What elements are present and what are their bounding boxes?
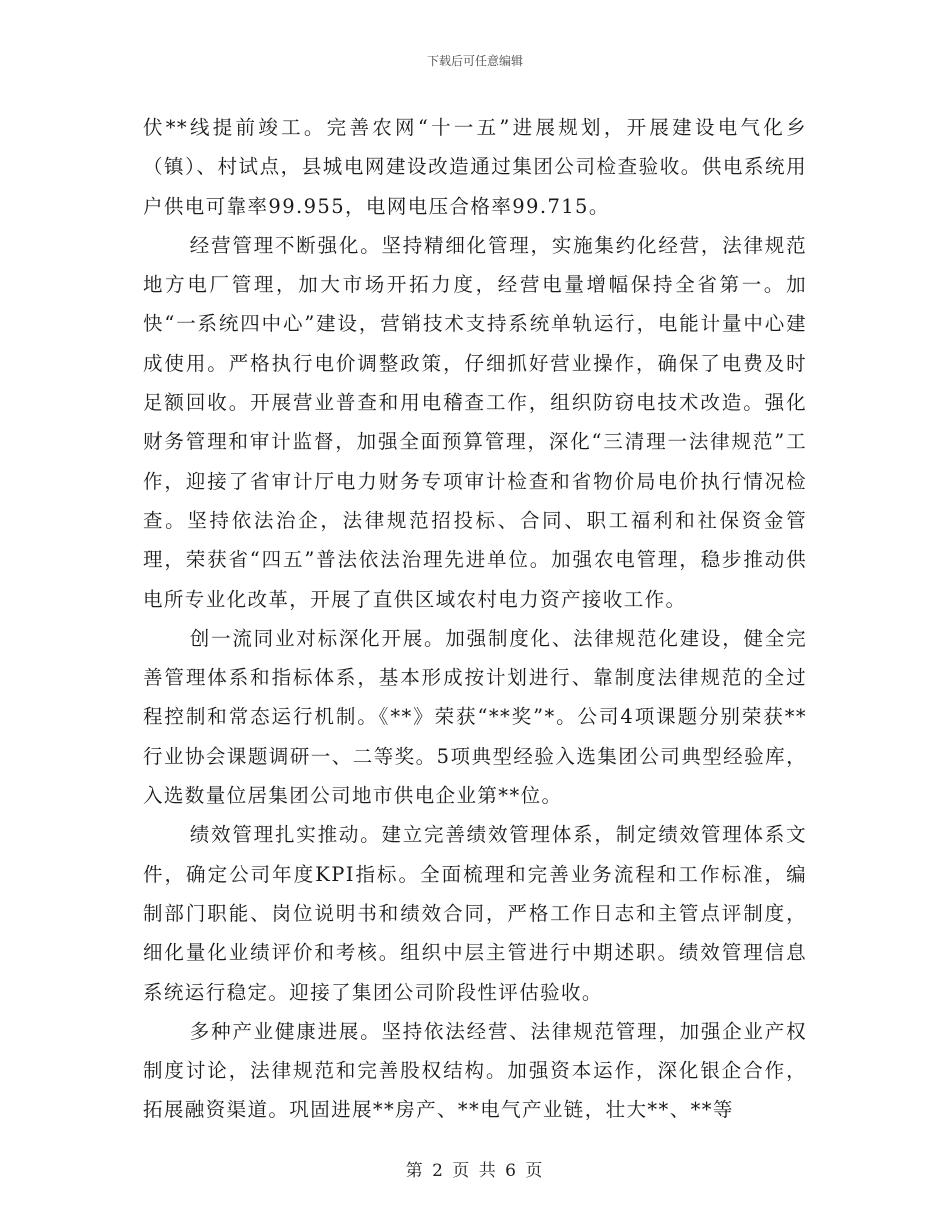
page-header: 下载后可任意编辑: [426, 54, 523, 68]
paragraph-performance-management: 绩效管理扎实推动。建立完善绩效管理体系，制定绩效管理体系文件，确定公司年度KPI指标。全面梳理和完善业务流程和工作标准，编制部门职能、岗位说明书和绩效合同，严格工作日志和主管点评制度，细化量化业绩评价和考核。组织中层主管进行中期述职。绩效管理信息系统运行稳定。迎接了集团公司阶段性评估验收。: [143, 823, 807, 1004]
paragraph-industry-development: 多种产业健康进展。坚持依法经营、法律规范管理，加强企业产权制度讨论，法律规范和完善股权结构。加强资本运作，深化银企合作，拓展融资渠道。巩固进展**房产、**电气产业链，壮大**、**等: [143, 1019, 807, 1122]
paragraph-operations-management: 经营管理不断强化。坚持精细化管理，实施集约化经营，法律规范地方电厂管理，加大市场开拓力度，经营电量增幅保持全省第一。加快“一系统四中心”建设，营销技术支持系统单轨运行，电能计量中心建成使用。严格执行电价调整政策，仔细抓好营业操作，确保了电费及时足额回收。开展营业普查和用电稽查工作，组织防窃电技术改造。强化财务管理和审计监督，加强全面预算管理，深化“三清理一法律规范”工作，迎接了省审计厅电力财务专项审计检查和省物价局电价执行情况检查。坚持依法治企，法律规范招投标、合同、职工福利和社保资金管理，荣获省“四五”普法依法治理先进单位。加强农电管理，稳步推动供电所专业化改革，开展了直供区域农村电力资产接收工作。: [143, 233, 807, 611]
paragraph-continuation: 伏**线提前竣工。完善农网“十一五”进展规划，开展建设电气化乡（镇）、村试点，县城电网建设改造通过集团公司检查验收。供电系统用户供电可靠率99.955，电网电压合格率99.715。: [143, 116, 807, 218]
document-body: [143, 108, 807, 1130]
paragraph-benchmarking: 创一流同业对标深化开展。加强制度化、法律规范化建设，健全完善管理体系和指标体系，基本形成按计划进行、靠制度法律规范的全过程控制和常态运行机制。《**》荣获“**奖”*。公司4项课题分别荣获**行业协会课题调研一、二等奖。5项典型经验入选集团公司典型经验库，入选数量位居集团公司地市供电企业第**位。: [143, 626, 807, 808]
page-number-footer: 第 2 页 共 6 页: [405, 1161, 545, 1181]
